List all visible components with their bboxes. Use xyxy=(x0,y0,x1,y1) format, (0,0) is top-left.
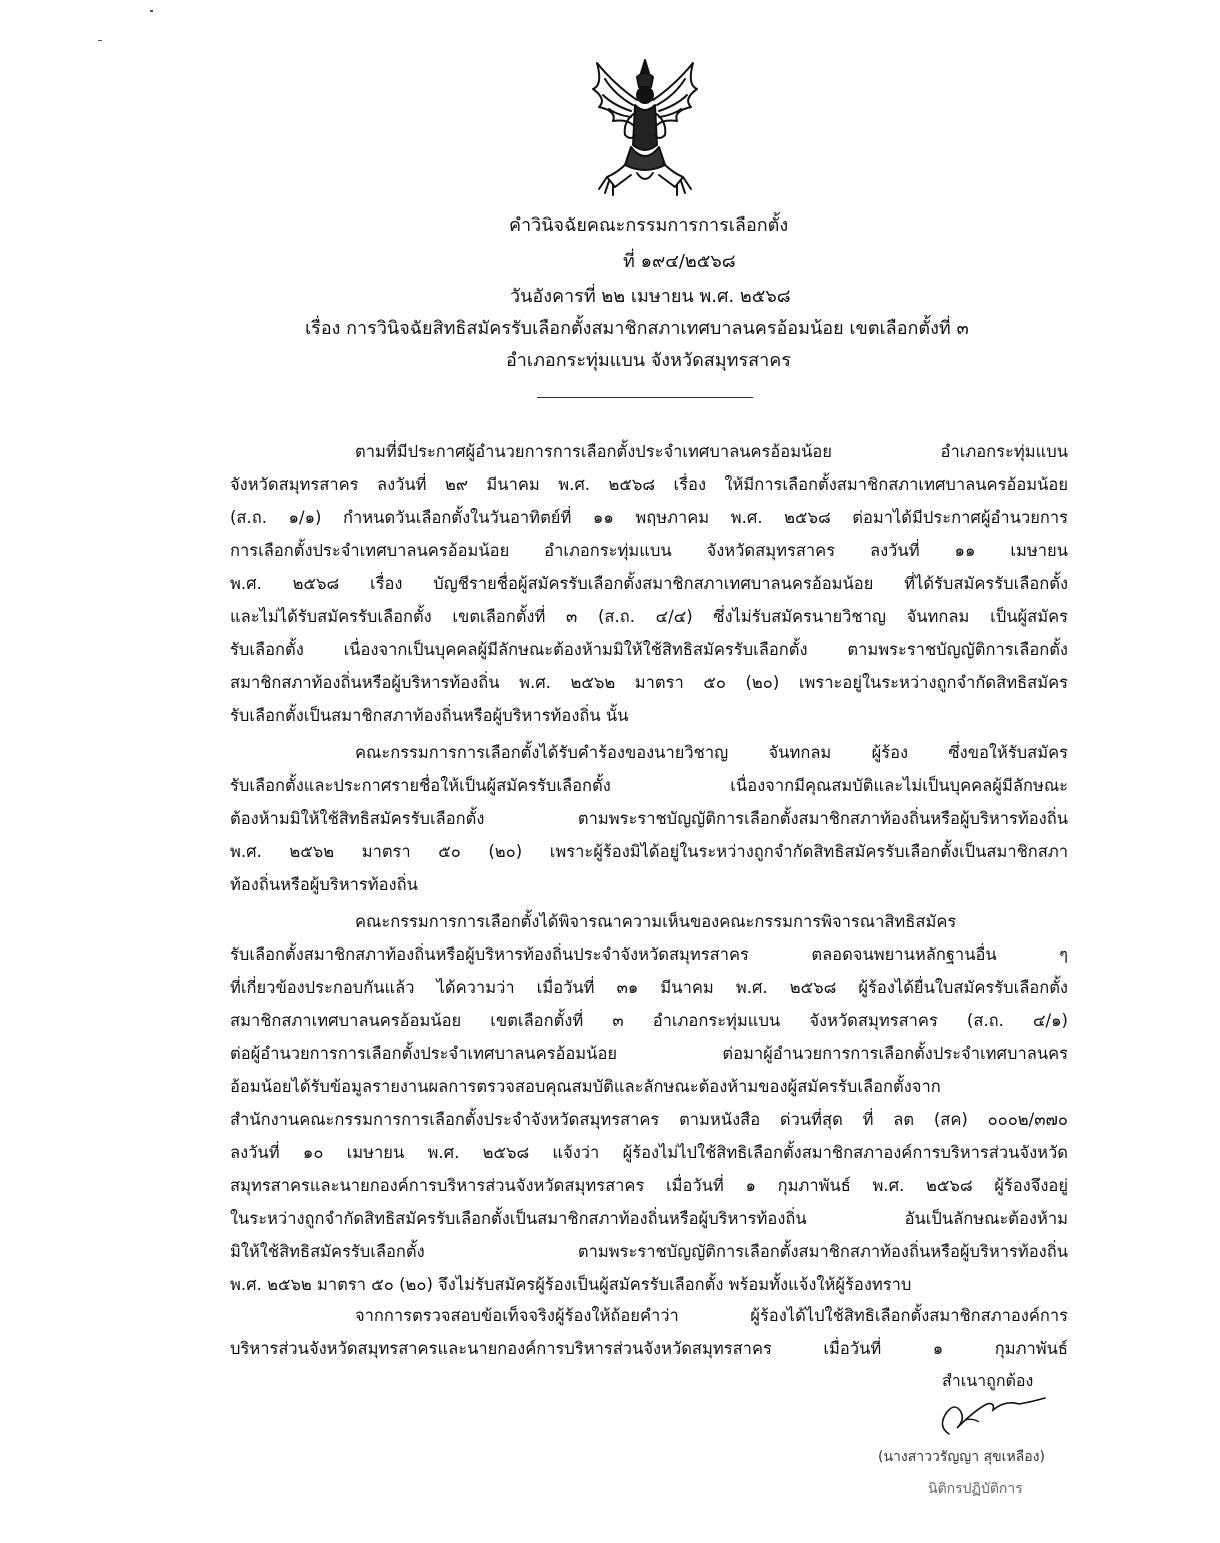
paragraph-1-line: พ.ศ. ๒๕๖๘ เรื่อง บัญชีรายชื่อผู้สมัครรับเลือกตั้งสมาชิกสภาเทศบาลนครอ้อมน้อย ที่ได้รับสมัครรับเลือกตั้ง xyxy=(230,574,1068,593)
paragraph-4-line: จากการตรวจสอบข้อเท็จจริงผู้ร้องให้ถ้อยคำว่า ผู้ร้องได้ไปใช้สิทธิเลือกตั้งสมาชิกสภาองค์การ xyxy=(355,1306,1068,1325)
paragraph-4-line: บริหารส่วนจังหวัดสมุทรสาครและนายกองค์การบริหารส่วนจังหวัดสมุทรสาคร เมื่อวันที่ ๑ กุมภาพันธ์ xyxy=(230,1339,1068,1358)
subject-line-1: เรื่อง การวินิจฉัยสิทธิสมัครรับเลือกตั้งสมาชิกสภาเทศบาลนครอ้อมน้อย เขตเลือกตั้งที่ ๓ xyxy=(305,318,969,339)
paragraph-1-line: การเลือกตั้งประจำเทศบาลนครอ้อมน้อย อำเภอกระทุ่มแบน จังหวัดสมุทรสาคร ลงวันที่ ๑๑ เมษายน xyxy=(230,541,1068,560)
paragraph-3-line: สำนักงานคณะกรรมการการเลือกตั้งประจำจังหวัดสมุทรสาคร ตามหนังสือ ด่วนที่สุด ที่ ลต (สค) ๐๐๐๒/๓๗๐ xyxy=(230,1110,1068,1129)
paragraph-3-line: คณะกรรมการการเลือกตั้งได้พิจารณาความเห็นของคณะกรรมการพิจารณาสิทธิสมัคร xyxy=(355,912,957,931)
document-date: วันอังคารที่ ๒๒ เมษายน พ.ศ. ๒๕๖๘ xyxy=(510,286,791,307)
certifier-position: นิติกรปฏิบัติการ xyxy=(928,1481,1023,1497)
garuda-emblem-icon xyxy=(585,55,705,205)
certifier-name: (นางสาววรัญญา สุขเหลือง) xyxy=(878,1449,1045,1465)
paragraph-2-line: รับเลือกตั้งและประกาศรายชื่อให้เป็นผู้สมัครรับเลือกตั้ง เนื่องจากมีคุณสมบัติและไม่เป็นบุคคลผู้มีลักษณะ xyxy=(230,776,1068,795)
paragraph-3-line: ที่เกี่ยวข้องประกอบกันแล้ว ได้ความว่า เมื่อวันที่ ๓๑ มีนาคม พ.ศ. ๒๕๖๘ ผู้ร้องได้ยื่นใบสมัครรับเลือกตั้ง xyxy=(230,978,1068,997)
scan-speck xyxy=(98,40,102,41)
paragraph-2-line: ต้องห้ามมิให้ใช้สิทธิสมัครรับเลือกตั้ง ตามพระราชบัญญัติการเลือกตั้งสมาชิกสภาท้องถิ่นหรือผู้บริหารท้องถิ่น xyxy=(230,809,1068,828)
subject-line-2: อำเภอกระทุ่มแบน จังหวัดสมุทรสาคร xyxy=(506,350,791,371)
paragraph-3-line: พ.ศ. ๒๕๖๒ มาตรา ๕๐ (๒๐) จึงไม่รับสมัครผู้ร้องเป็นผู้สมัครรับเลือกตั้ง พร้อมทั้งแจ้งให้ผู้ร้องทราบ xyxy=(230,1275,912,1294)
header-divider xyxy=(537,397,753,398)
paragraph-3-line: อ้อมน้อยได้รับข้อมูลรายงานผลการตรวจสอบคุณสมบัติและลักษณะต้องห้ามของผู้สมัครรับเลือกตั้งจาก xyxy=(230,1077,941,1096)
scan-speck xyxy=(150,10,153,12)
certified-copy-label: สำเนาถูกต้อง xyxy=(942,1371,1034,1390)
paragraph-3-line: สมุทรสาครและนายกองค์การบริหารส่วนจังหวัดสมุทรสาคร เมื่อวันที่ ๑ กุมภาพันธ์ พ.ศ. ๒๕๖๘ ผู้ร้องจึงอยู่ xyxy=(230,1176,1068,1195)
paragraph-2-line: พ.ศ. ๒๕๖๒ มาตรา ๕๐ (๒๐) เพราะผู้ร้องมิได้อยู่ในระหว่างถูกจำกัดสิทธิสมัครรับเลือกตั้งเป็นสมาชิกสภา xyxy=(230,842,1068,861)
paragraph-2-line: คณะกรรมการการเลือกตั้งได้รับคำร้องของนายวิชาญ จันทกลม ผู้ร้อง ซึ่งขอให้รับสมัคร xyxy=(355,743,1068,762)
signature-icon xyxy=(935,1390,1055,1440)
paragraph-3-line: รับเลือกตั้งสมาชิกสภาท้องถิ่นหรือผู้บริหารท้องถิ่นประจำจังหวัดสมุทรสาคร ตลอดจนพยานหลักฐานอื่น ๆ xyxy=(230,945,1068,964)
paragraph-1-line: รับเลือกตั้งเป็นสมาชิกสภาท้องถิ่นหรือผู้บริหารท้องถิ่น นั้น xyxy=(230,706,629,725)
paragraph-1-line: (ส.ถ. ๑/๑) กำหนดวันเลือกตั้งในวันอาทิตย์ที่ ๑๑ พฤษภาคม พ.ศ. ๒๕๖๘ ต่อมาได้มีประกาศผู้อำนวยการ xyxy=(230,508,1068,527)
paragraph-3-line: สมาชิกสภาเทศบาลนครอ้อมน้อย เขตเลือกตั้งที่ ๓ อำเภอกระทุ่มแบน จังหวัดสมุทรสาคร (ส.ถ. ๔/๑) xyxy=(230,1011,1068,1030)
paragraph-3-line: ในระหว่างถูกจำกัดสิทธิสมัครรับเลือกตั้งเป็นสมาชิกสภาท้องถิ่นหรือผู้บริหารท้องถิ่น อันเป็นลักษณะต้องห้าม xyxy=(230,1209,1068,1228)
paragraph-1-line: รับเลือกตั้ง เนื่องจากเป็นบุคคลผู้มีลักษณะต้องห้ามมิให้ใช้สิทธิสมัครรับเลือกตั้ง ตามพระราชบัญญัติการเลือกตั้ง xyxy=(230,640,1068,659)
paragraph-3-line: ลงวันที่ ๑๐ เมษายน พ.ศ. ๒๕๖๘ แจ้งว่า ผู้ร้องไม่ไปใช้สิทธิเลือกตั้งสมาชิกสภาองค์การบริหารส่วนจังหวัด xyxy=(230,1143,1068,1162)
document-number: ที่ ๑๙๔/๒๕๖๘ xyxy=(623,251,736,272)
paragraph-1-line: จังหวัดสมุทรสาคร ลงวันที่ ๒๙ มีนาคม พ.ศ. ๒๕๖๘ เรื่อง ให้มีการเลือกตั้งสมาชิกสภาเทศบาลนครอ้อมน้อย xyxy=(230,475,1068,494)
document-title: คำวินิจฉัยคณะกรรมการการเลือกตั้ง xyxy=(509,215,789,236)
paragraph-1-line: สมาชิกสภาท้องถิ่นหรือผู้บริหารท้องถิ่น พ.ศ. ๒๕๖๒ มาตรา ๕๐ (๒๐) เพราะอยู่ในระหว่างถูกจำกัดสิทธิสมัคร xyxy=(230,673,1068,692)
paragraph-1-line: และไม่ได้รับสมัครรับเลือกตั้ง เขตเลือกตั้งที่ ๓ (ส.ถ. ๔/๔) ซึ่งไม่รับสมัครนายวิชาญ จันทกลม เป็นผู้สมัคร xyxy=(230,607,1068,626)
paragraph-3-line: ต่อผู้อำนวยการการเลือกตั้งประจำเทศบาลนครอ้อมน้อย ต่อมาผู้อำนวยการการเลือกตั้งประจำเทศบาลนคร xyxy=(230,1044,1068,1063)
paragraph-2-line: ท้องถิ่นหรือผู้บริหารท้องถิ่น xyxy=(230,875,418,894)
paragraph-3-line: มิให้ใช้สิทธิสมัครรับเลือกตั้ง ตามพระราชบัญญัติการเลือกตั้งสมาชิกสภาท้องถิ่นหรือผู้บริหารท้องถิ่น xyxy=(230,1242,1068,1261)
paragraph-1-line: ตามที่มีประกาศผู้อำนวยการการเลือกตั้งประจำเทศบาลนครอ้อมน้อย อำเภอกระทุ่มแบน xyxy=(355,442,1068,461)
